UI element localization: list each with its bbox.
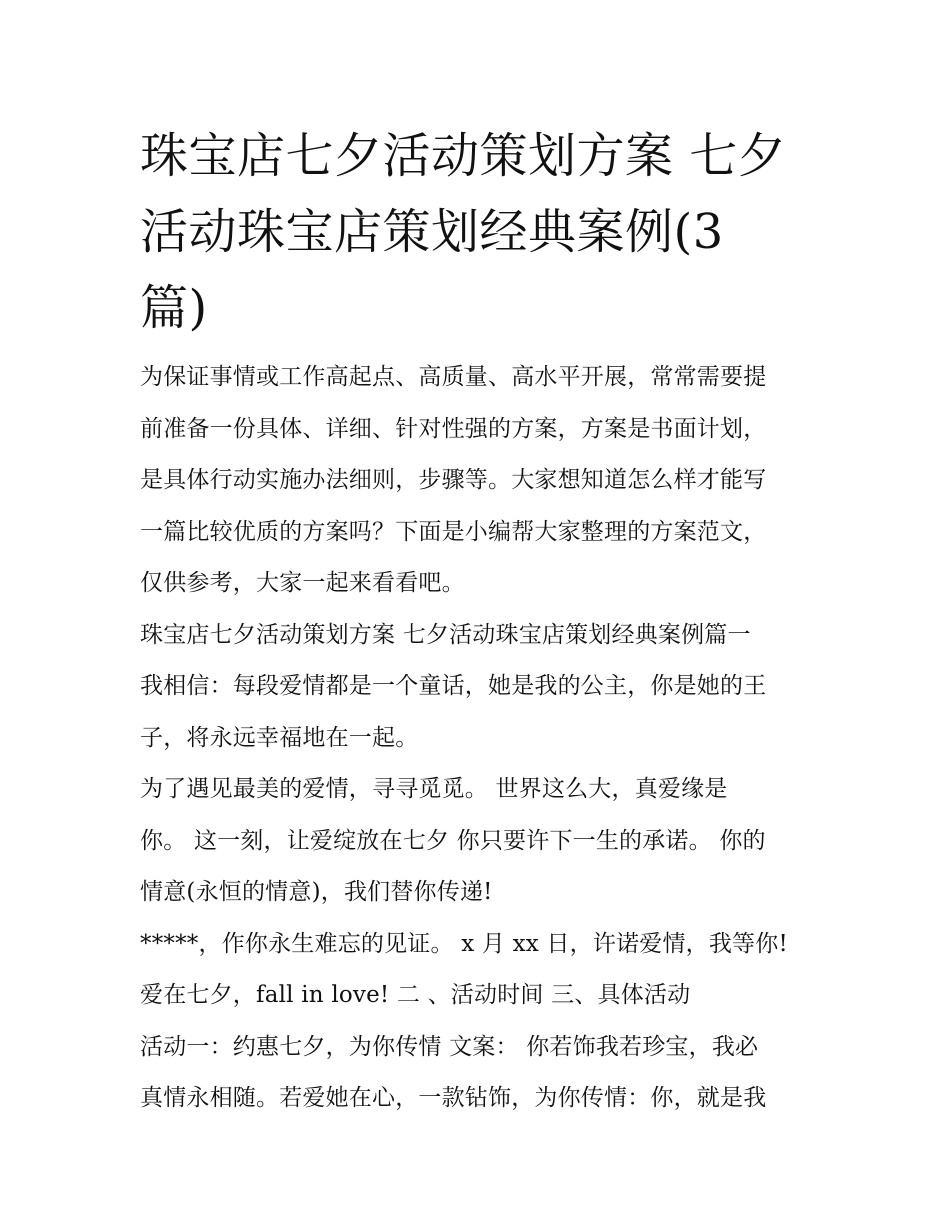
body-line-3: 是具体行动实施办法细则，步骤等。大家想知道怎么样才能写	[140, 467, 767, 493]
document-title	[140, 118, 830, 346]
body-line-15: 真情永相随。若爱她在心，一款钻饰，为你传情：你，就是我	[140, 1085, 767, 1111]
document-body	[140, 352, 830, 1125]
body-line-8: 子，将永远幸福地在一起。	[140, 724, 419, 751]
body-line-12: *****，作你永生难忘的见证。 x 月 xx 日，许诺爱情，我等你!	[140, 930, 788, 957]
body-line-9: 为了遇见最美的爱情，寻寻觅觅。 世界这么大，真爱缘是	[140, 776, 728, 802]
body-line-7: 我相信：每段爱情都是一个童话，她是我的公主，你是她的王	[140, 673, 767, 699]
title-line-2: 活动珠宝店策划经典案例(3	[140, 204, 724, 260]
body-line-14: 活动一：约惠七夕，为你传情 文案： 你若饰我若珍宝，我必	[140, 1033, 759, 1060]
body-line-2: 前准备一份具体、详细、针对性强的方案，方案是书面计划，	[140, 415, 767, 442]
body-line-5: 仅供参考，大家一起来看看吧。	[140, 570, 465, 596]
body-line-10: 你。 这一刻，让爱绽放在七夕 你只要许下一生的承诺。 你的	[140, 827, 766, 854]
title-line-1: 珠宝店七夕活动策划方案 七夕	[140, 128, 787, 184]
body-line-4: 一篇比较优质的方案吗？下面是小编帮大家整理的方案范文，	[140, 518, 767, 545]
body-line-1: 为保证事情或工作高起点、高质量、高水平开展，常常需要提	[140, 364, 767, 390]
body-line-11: 情意(永恒的情意)，我们替你传递!	[140, 879, 493, 905]
body-line-13: 爱在七夕，fall in love! 二 、活动时间 三、具体活动	[140, 982, 691, 1008]
title-line-3: 篇)	[140, 280, 208, 336]
body-line-6: 珠宝店七夕活动策划方案 七夕活动珠宝店策划经典案例篇一	[140, 621, 751, 648]
